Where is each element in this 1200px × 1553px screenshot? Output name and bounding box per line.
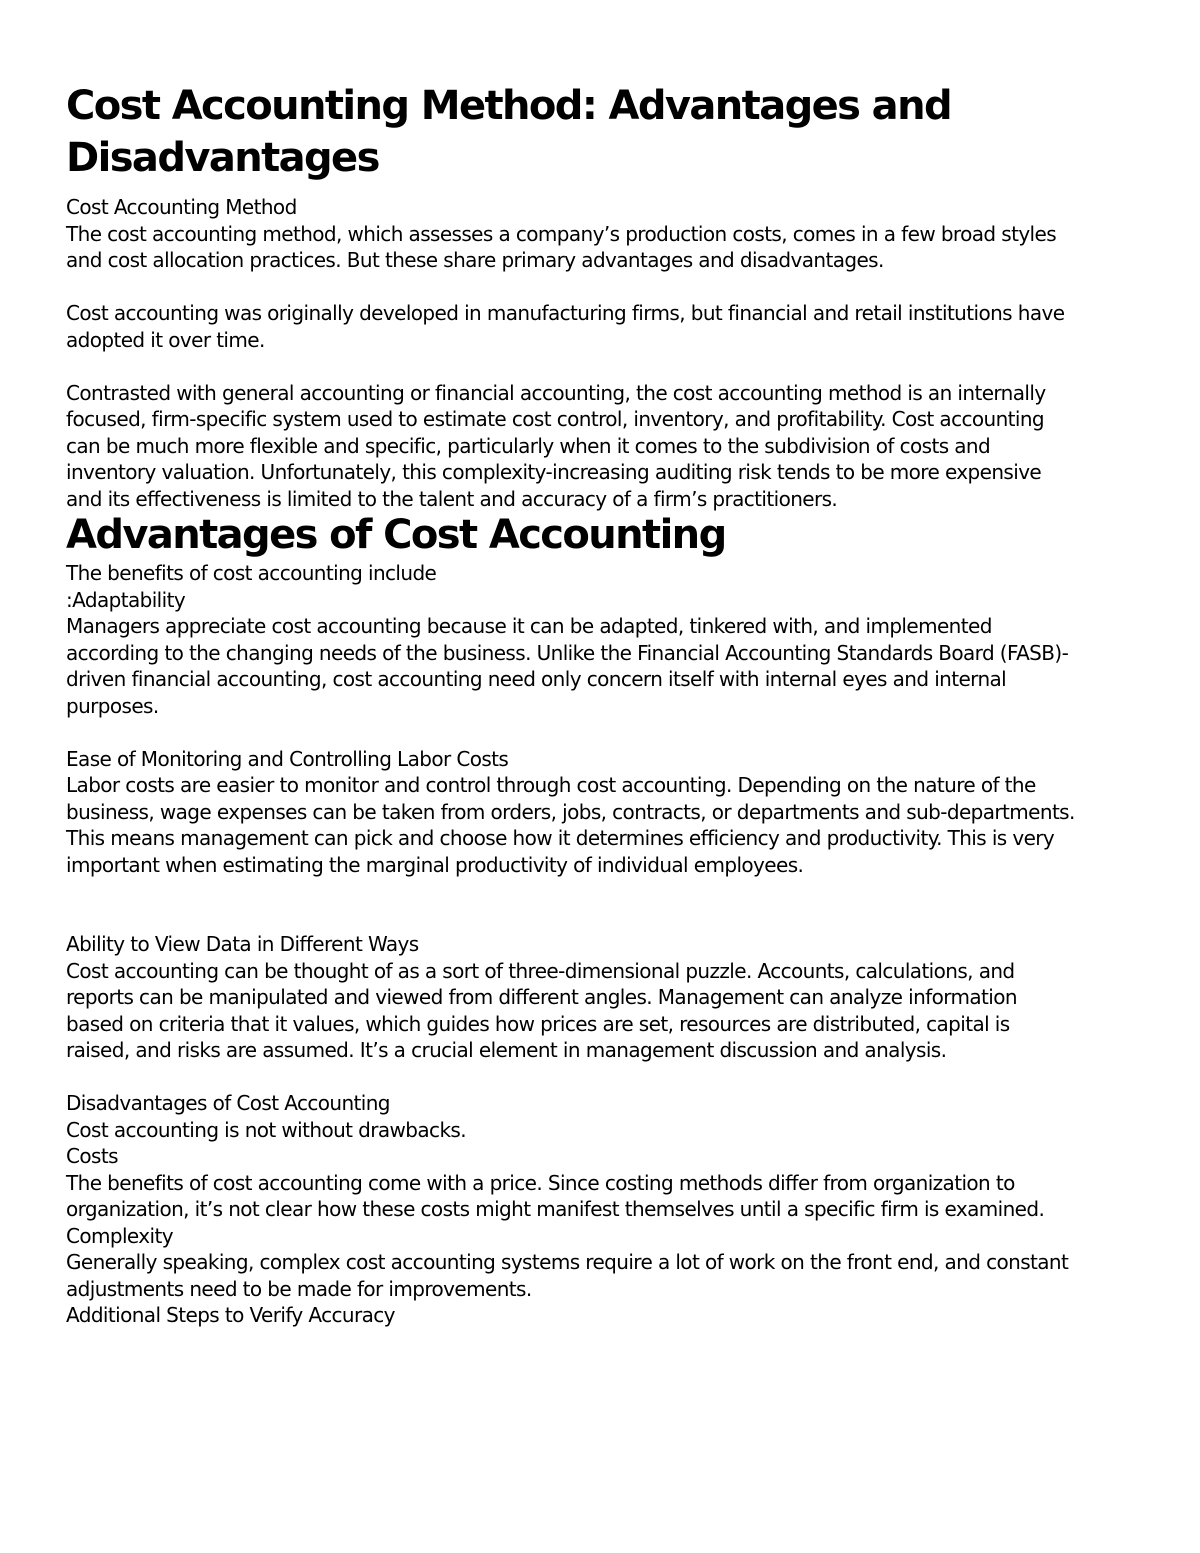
data-view-heading: Ability to View Data in Different Ways [66,932,419,956]
spacer [66,878,1076,931]
labor-body: Labor costs are easier to monitor and control through cost accounting. Depending on the nature of the business, wage expenses can be taken from orders, jobs, contracts, or departments and sub-departments. This means management can pick and choose how it determines efficiency and productivity. This is very important when estimating the marginal productivity of individual employees. [66,773,1075,877]
complexity-body: Generally speaking, complex cost accounting systems require a lot of work on the front end, and constant adjustments need to be made for improvements. [66,1250,1069,1301]
spacer [66,719,1076,746]
intro-heading: Cost Accounting Method [66,195,297,219]
verify-heading: Additional Steps to Verify Accuracy [66,1303,395,1327]
intro-paragraph-1: The cost accounting method, which assesses a company’s production costs, comes in a few broad styles and cost allocation practices. But these share primary advantages and disadvantages. [66,221,1057,272]
costs-body: The benefits of cost accounting come with a price. Since costing methods differ from organization to organization, it’s not clear how these costs might manifest themselves until a specific firm is examined. [66,1170,1045,1221]
spacer [66,1064,1076,1091]
complexity-heading: Complexity [66,1223,173,1248]
intro-paragraph-3: Contrasted with general accounting or financial accounting, the cost accounting method is an internally focused, firm-specific system used to estimate cost control, inventory, and profitability. Cost accounting can be much more flexible and specific, particularly when it comes to the subdivision of costs and inventory valuation. Unfortunately, this complexity-increasing auditing risk tends to be more expensive and its effectiveness is limited to the talent and accuracy of a firm’s practitioners. [66,380,1046,511]
advantages-lead: The benefits of cost accounting include [66,561,437,585]
advantages-heading: Advantages of Cost Accounting [66,512,726,558]
spacer [66,353,1076,380]
costs-heading: Costs [66,1144,118,1168]
intro-paragraph-2: Cost accounting was originally developed in manufacturing firms, but financial and retail institutions have adopted it over time. [66,301,1065,352]
disadvantages-heading: Disadvantages of Cost Accounting [66,1091,390,1115]
adaptability-heading: :Adaptability [66,587,186,612]
adaptability-body: Managers appreciate cost accounting because it can be adapted, tinkered with, and implemented according to the changing needs of the business. Unlike the Financial Accounting Standards Board (FASB)-driven financial accounting, cost accounting need only concern itself with internal eyes and internal purposes. [66,614,1069,718]
data-view-body: Cost accounting can be thought of as a sort of three-dimensional puzzle. Accounts, calculations, and reports can be manipulated and viewed from different angles. Management can analyze information based on criteria that it values, which guides how prices are set, resources are distributed, capital is raised, and risks are assumed. It’s a crucial element in management discussion and analysis. [66,958,1017,1062]
document-page [66,80,1076,1329]
spacer [66,274,1076,301]
document-title: Cost Accounting Method: Advantages and Disadvantages [66,83,951,181]
disadvantages-lead: Cost accounting is not without drawbacks. [66,1117,467,1142]
labor-heading: Ease of Monitoring and Controlling Labor Costs [66,746,509,771]
